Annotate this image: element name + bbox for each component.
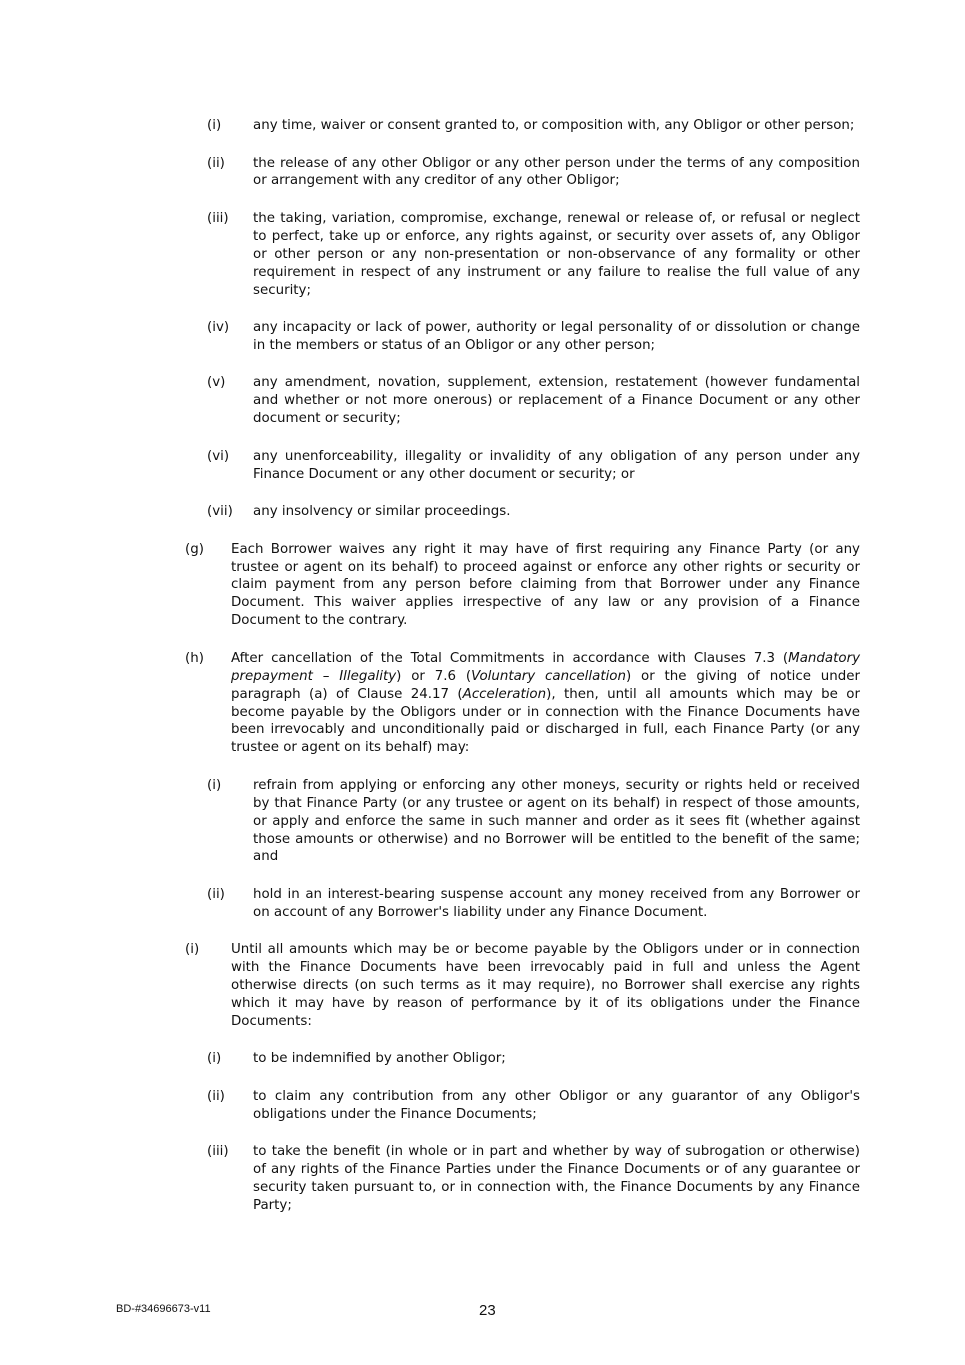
clause-title: Voluntary cancellation	[471, 668, 626, 684]
item-marker: (i)	[185, 942, 200, 958]
item-text: to take the benefit (in whole or in part and whether by way of subrogation or otherwise) of any rights of the Finance Parties under the Finance Documents or of any guarantee or security taken pursuant to, or in connection with, the Finance Documents by any Finance Party;	[253, 1144, 860, 1214]
page-number: 23	[479, 1302, 496, 1319]
item-text: any unenforceability, illegality or invalidity of any obligation of any person under any Finance Document or any other document or security; or	[253, 448, 860, 482]
text-part: ) or the giving of notice under paragraph (a) of Clause 24.17 (	[231, 668, 860, 702]
item-marker: (iii)	[207, 1144, 229, 1160]
item-marker: (i)	[207, 1051, 222, 1067]
list-item	[0, 210, 860, 300]
item-marker: (g)	[185, 541, 204, 557]
text-part: After cancellation of the Total Commitments in accordance with Clauses 7.3 (	[231, 650, 789, 666]
item-text: any incapacity or lack of power, authority or legal personality of or dissolution or change in the members or status of an Obligor or any other person;	[253, 320, 860, 353]
item-marker: (ii)	[207, 886, 225, 902]
list-item	[0, 1088, 860, 1124]
item-text: the release of any other Obligor or any other person under the terms of any composition or arrangement with any creditor of any other Obligor;	[253, 155, 860, 189]
item-marker: (h)	[185, 650, 204, 666]
document-id: BD-#34696673-v11	[116, 1303, 211, 1315]
item-marker: (vi)	[207, 448, 230, 464]
list-item	[0, 448, 860, 484]
item-marker: (v)	[207, 375, 226, 391]
item-text: hold in an interest-bearing suspense account any money received from any Borrower or on account of any Borrower's liability under any Finance Document.	[253, 886, 860, 920]
item-marker: (iii)	[207, 210, 229, 226]
item-text: any insolvency or similar proceedings.	[253, 504, 511, 520]
list-item	[0, 1050, 860, 1068]
item-text: Until all amounts which may be or become payable by the Obligors under or in connection with the Finance Documents have been irrevocably paid in full and unless the Agent otherwise directs (on such terms as it may require), no Borrower shall exercise any rights which it may have by reason of performance by it of its obligations under the Finance Documents:	[231, 942, 860, 1029]
list-item	[0, 1143, 860, 1215]
clause-title: Mandatory prepayment – Illegality	[231, 650, 860, 684]
list-item	[0, 374, 860, 428]
list-item	[0, 117, 860, 135]
document-body	[0, 117, 965, 1235]
clause-title: Acceleration	[462, 686, 547, 702]
item-text: to claim any contribution from any other Obligor or any guarantor of any Obligor's obligations under the Finance Documents;	[253, 1088, 860, 1122]
item-text: any time, waiver or consent granted to, or composition with, any Obligor or other person;	[253, 118, 855, 133]
item-marker: (ii)	[207, 155, 225, 171]
paragraph-i	[0, 941, 860, 1031]
item-marker: (i)	[207, 118, 222, 133]
item-text: to be indemnified by another Obligor;	[253, 1051, 506, 1067]
list-item	[0, 155, 860, 191]
text-part: ), then, until all amounts which may be or become payable by the Obligors under or in connection with the Finance Documents have been irrevocably and unconditionally paid or discharged in full, each Finance Party (or any trustee or agent on its behalf) may:	[231, 686, 860, 756]
paragraph-h	[0, 650, 860, 757]
list-item	[0, 886, 860, 922]
list-item	[0, 777, 860, 867]
item-text: any amendment, novation, supplement, extension, restatement (however fundamental and whether or not more onerous) or replacement of a Finance Document or any other document or security;	[253, 375, 860, 427]
list-item	[0, 503, 860, 521]
paragraph-g	[0, 541, 860, 631]
item-marker: (ii)	[207, 1088, 225, 1104]
list-item	[0, 319, 860, 355]
item-marker: (iv)	[207, 320, 230, 336]
item-text: the taking, variation, compromise, exchange, renewal or release of, or refusal or neglect to perfect, take up or enforce, any rights against, or security over assets of, any Obligor or other person or any non-presentation or non-observance of any formality or other requirement in respect of any instrument or any failure to realise the full value of any security;	[253, 210, 860, 298]
item-marker: (vii)	[207, 504, 233, 520]
item-marker: (i)	[207, 777, 222, 793]
item-text: refrain from applying or enforcing any other moneys, security or rights held or received by that Finance Party (or any trustee or agent on its behalf) in respect of those amounts, or apply and enforce the same in such manner and order as it sees fit (whether against those amounts or otherwise) and no Borrower will be entitled to the benefit of the same; and	[253, 777, 860, 865]
item-text: Each Borrower waives any right it may have of first requiring any Finance Party (or any trustee or agent on its behalf) to proceed against or enforce any other rights or security or claim payment from any person before claiming from that Borrower under any Finance Document. This waiver applies irrespective of any law or any provision of a Finance Document to the contrary.	[231, 541, 860, 629]
text-part: ) or 7.6 (	[396, 668, 472, 684]
